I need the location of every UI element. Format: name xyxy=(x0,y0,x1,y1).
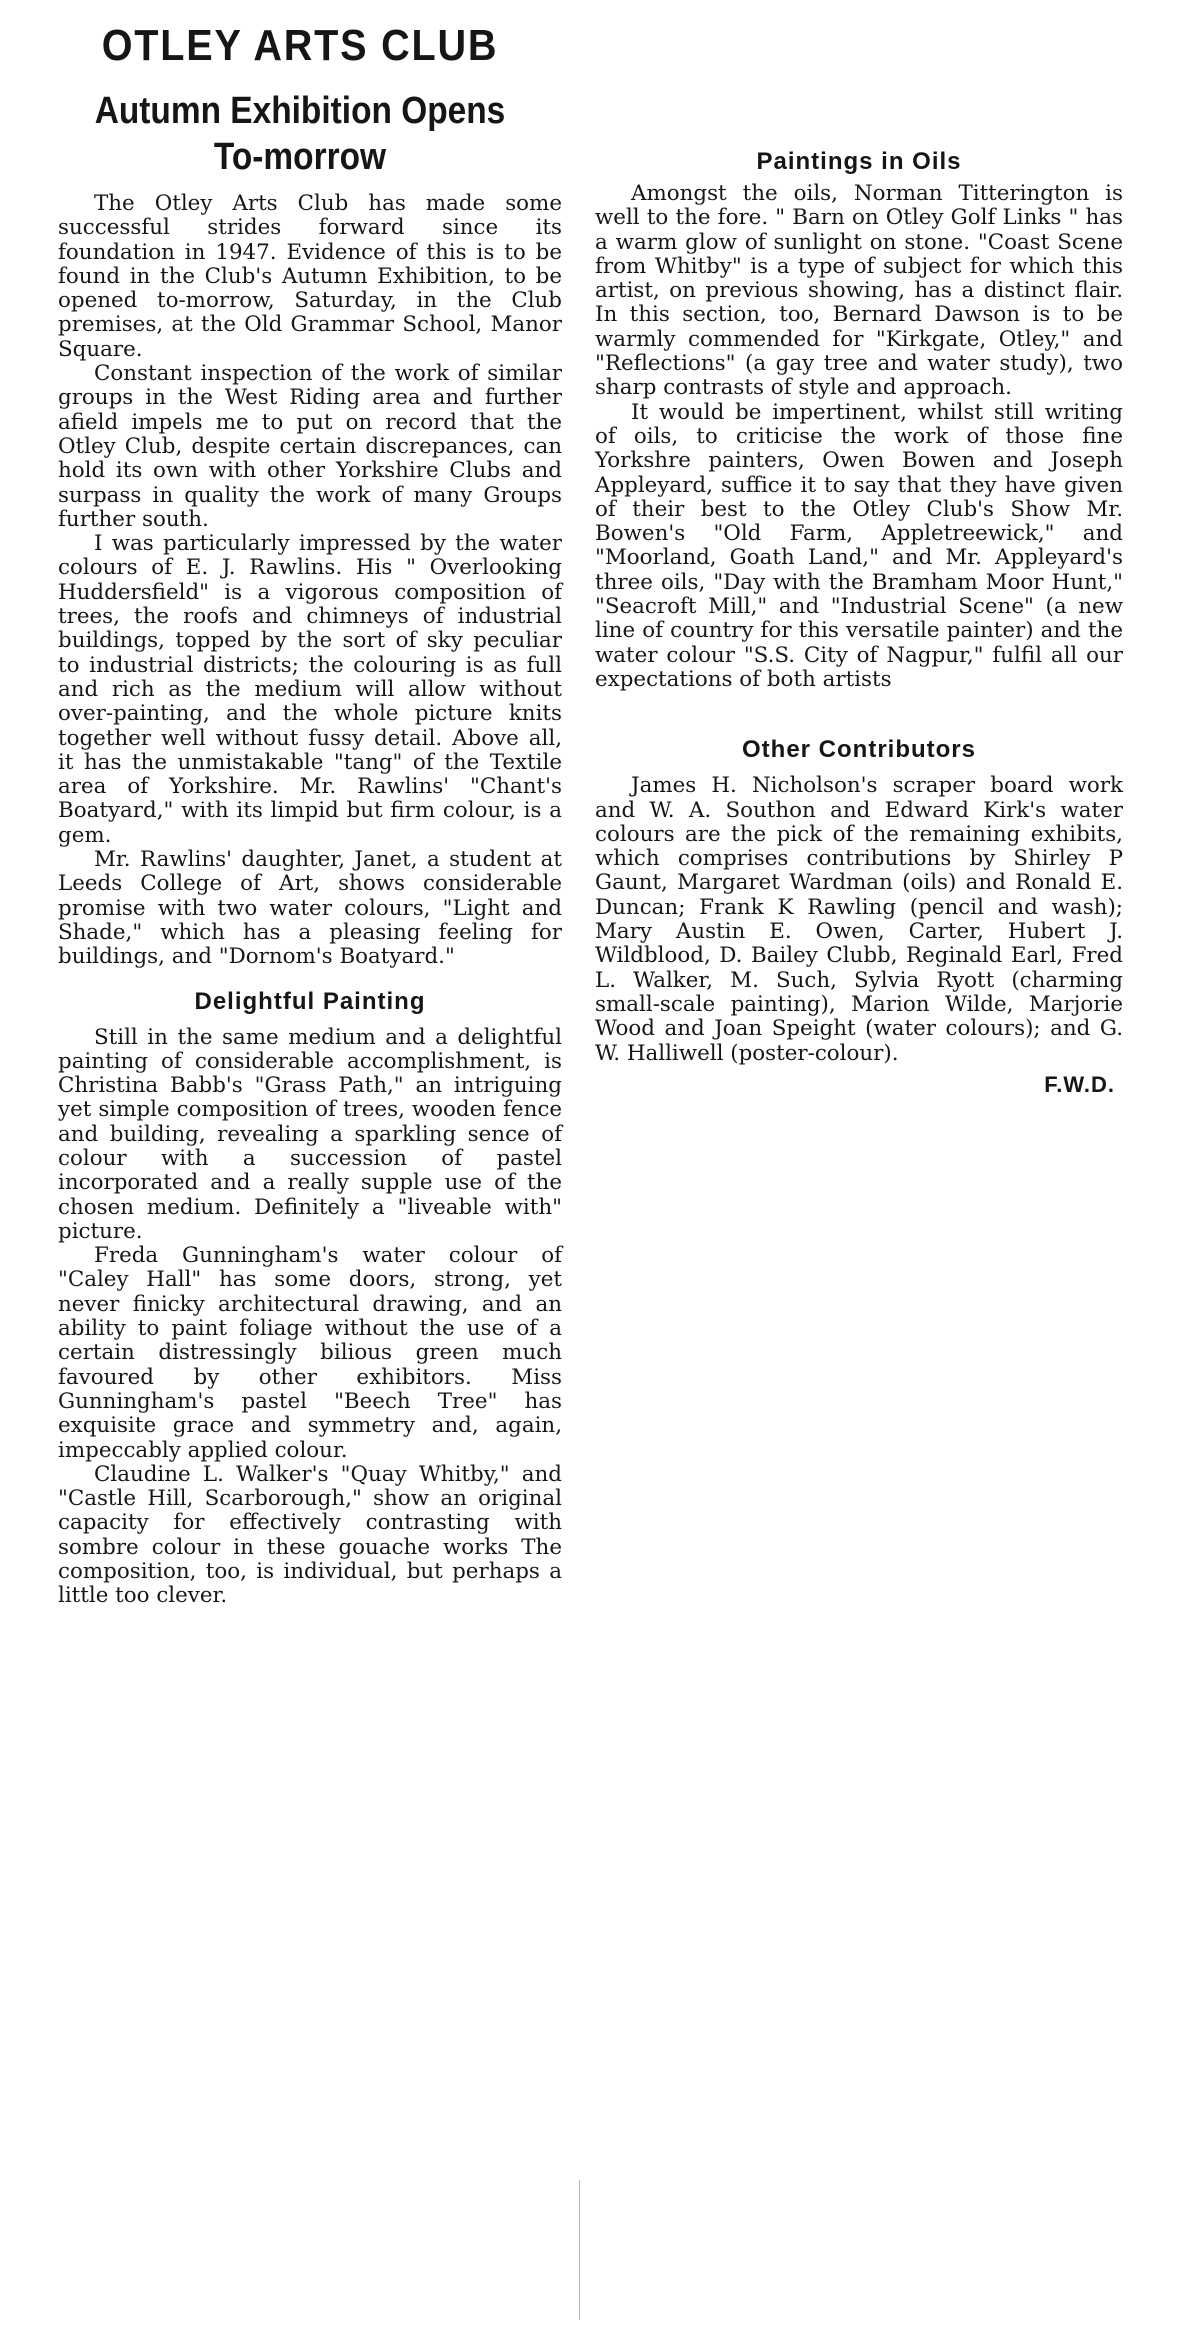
section-heading-delightful-painting: Delightful Painting xyxy=(194,987,426,1015)
headline: OTLEY ARTS CLUB xyxy=(101,21,499,70)
article-paragraph: It would be impertinent, whilst still writing of oils, to criticise the work of those fine Yorkshre painters, Owen Bowen and Joseph Appleyard, suffice it to say that they have given of their best to the Otley Club's Show Mr. Bowen's "Old Farm, Appletreewick," and "Moorland, Goath Land," and Mr. Appleyard's three oils, "Day with the Bramham Moor Hunt," "Seacroft Mill," and "Industrial Scene" (a new line of country for this versatile painter) and the water colour "S.S. City of Nagpur," fulfil all our expectations of both artists xyxy=(595,399,1123,692)
article-paragraph: I was particularly impressed by the water colours of E. J. Rawlins. His " Overlooking Huddersfield" is a vigorous composition of trees, the roofs and chimneys of industrial buildings, topped by the sort of sky peculiar to industrial districts; the colouring is as full and rich as the medium will allow without over-painting, and the whole picture knits together well without fussy detail. Above all, it has the unmistakable "tang" of the Textile area of Yorkshire. Mr. Rawlins' "Chant's Boatyard," with its limpid but firm colour, is a gem. xyxy=(58,531,562,848)
subheadline: Autumn Exhibition Opens To-morrow xyxy=(94,90,506,178)
right-column xyxy=(595,148,1123,1098)
masthead xyxy=(40,14,560,180)
article-paragraph: Mr. Rawlins' daughter, Janet, a student at Leeds College of Art, shows considerable promise with two water colours, "Light and Shade," which has a pleasing feeling for buildings, and "Dornom's Boatyard." xyxy=(58,847,562,970)
article-paragraph: Amongst the oils, Norman Titterington is well to the fore. " Barn on Otley Golf Links " has a warm glow of sunlight on stone. "Coast Scene from Whitby" is a type of subject for which this artist, on previous showing, has a distinct flair. In this section, too, Bernard Dawson is to be warmly commended for "Kirkgate, Otley," and "Reflections" (a gay tree and water study), two sharp contrasts of style and approach. xyxy=(595,181,1123,401)
left-column xyxy=(58,192,562,1609)
author-signature: F.W.D. xyxy=(1044,1071,1115,1097)
article-paragraph: Claudine L. Walker's "Quay Whitby," and "Castle Hill, Scarborough," show an original capacity for effectively contrasting with sombre colour in these gouache works The composition, too, is individual, but perhaps a little too clever. xyxy=(58,1461,562,1609)
section-heading-paintings-in-oils: Paintings in Oils xyxy=(756,148,962,175)
section-heading-other-contributors: Other Contributors xyxy=(742,736,976,764)
article-paragraph: Freda Gunningham's water colour of "Caley Hall" has some doors, strong, yet never finicky architectural drawing, and an ability to paint foliage without the use of a certain distressingly bilious green much favoured by other exhibitors. Miss Gunningham's pastel "Beech Tree" has exquisite grace and symmetry and, again, impeccably applied colour. xyxy=(58,1243,562,1463)
article-paragraph: The Otley Arts Club has made some successful strides forward since its foundation in 1947. Evidence of this is to be found in the Club's Autumn Exhibition, to be opened to-morrow, Saturday, in the Club premises, at the Old Grammar School, Manor Square. xyxy=(58,191,562,362)
article-paragraph: Constant inspection of the work of similar groups in the West Riding area and further afield impels me to put on record that the Otley Club, despite certain discrepances, can hold its own with other Yorkshire Clubs and surpass in quality the work of many Groups further south. xyxy=(58,361,562,532)
article-paragraph: James H. Nicholson's scraper board work and W. A. Southon and Edward Kirk's water colours are the pick of the remaining exhibits, which comprises contributions by Shirley P Gaunt, Margaret Wardman (oils) and Ronald E. Duncan; Frank K Rawling (pencil and wash); Mary Austin E. Owen, Carter, Hubert J. Wildblood, D. Bailey Clubb, Reginald Earl, Fred L. Walker, M. Such, Sylvia Ryott (charming small-scale painting), Marion Wilde, Marjorie Wood and Joan Speight (water colours); and G. W. Halliwell (poster-colour). xyxy=(595,773,1123,1066)
column-rule xyxy=(579,2180,580,2320)
article-paragraph: Still in the same medium and a delightful painting of considerable accomplishment, is Christina Babb's "Grass Path," an intriguing yet simple composition of trees, wooden fence and building, revealing a sparkling sence of colour with a succession of pastel incorporated and a really supple use of the chosen medium. Definitely a "liveable with" picture. xyxy=(58,1024,562,1244)
